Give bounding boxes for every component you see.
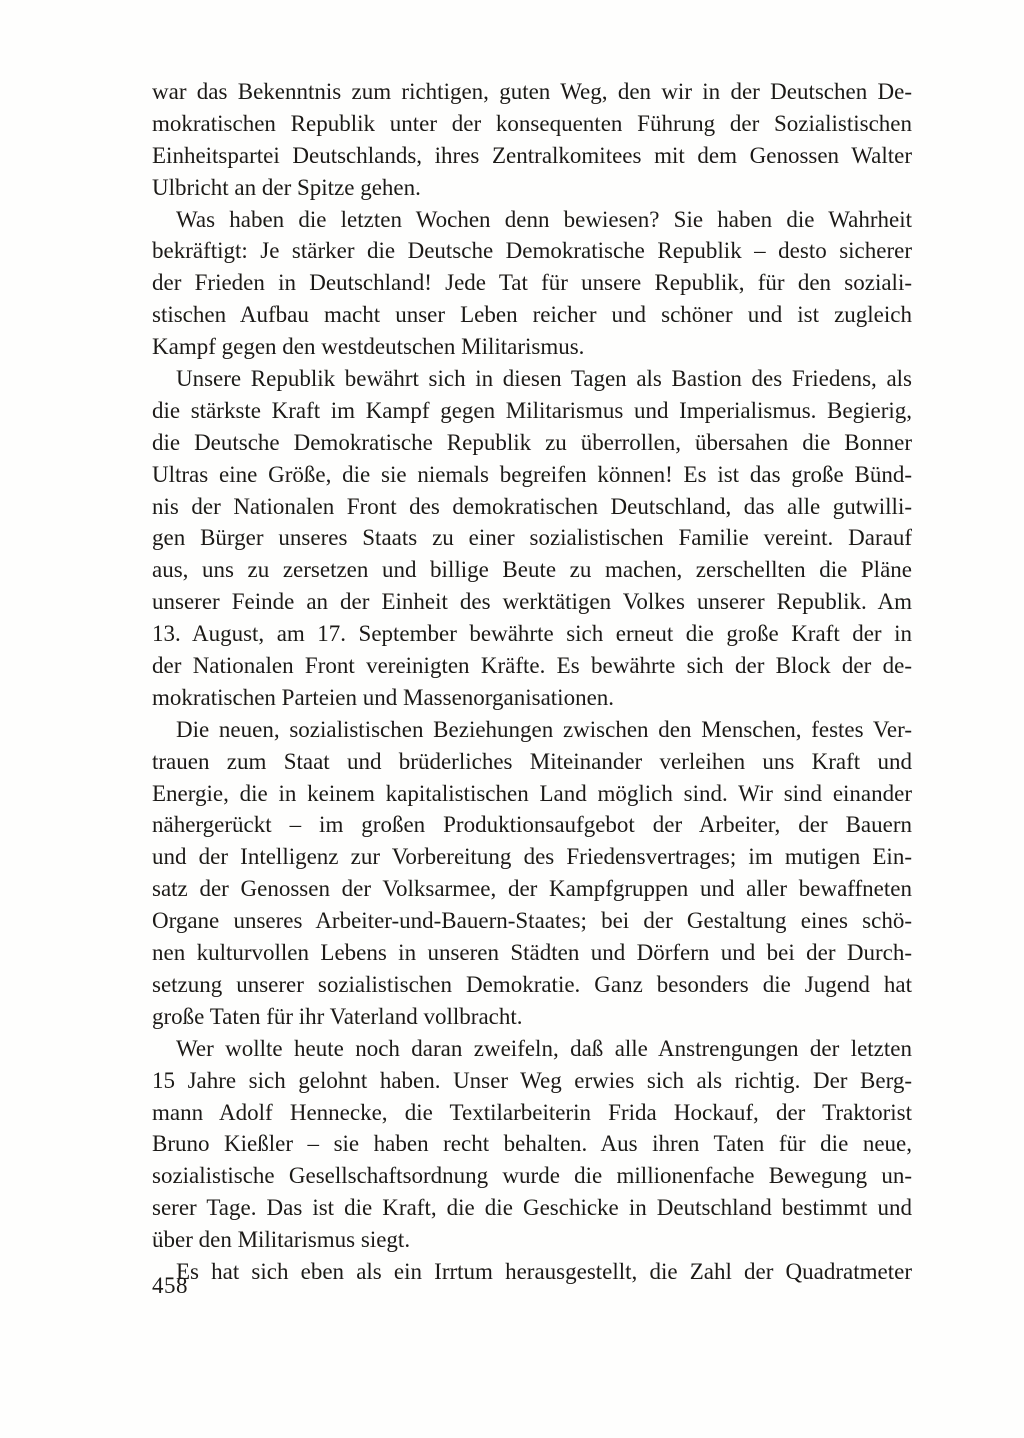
text-line: Die neuen, sozialistischen Beziehungen zwischen den Menschen, festes Ver- [176, 716, 912, 742]
text-line: 15 Jahre sich gelohnt haben. Unser Weg erwies sich als richtig. Der Berg- [152, 1067, 912, 1093]
text-line: unserer Feinde an der Einheit des werktätigen Volkes unserer Republik. Am [152, 589, 912, 615]
text-line: mokratischen Parteien und Massenorganisationen. [152, 684, 615, 710]
text-line: nis der Nationalen Front des demokratischen Deutschland, das alle gutwilli- [152, 493, 912, 519]
text-line: Es hat sich eben als ein Irrtum herausgestellt, die Zahl der Quadratmeter [176, 1258, 912, 1284]
text-line: satz der Genossen der Volksarmee, der Kampfgruppen und aller bewaffneten [152, 876, 912, 902]
text-line: Kampf gegen den westdeutschen Militarismus. [152, 334, 585, 360]
text-line: Organe unseres Arbeiter-und-Bauern-Staates; bei der Gestaltung eines schö- [152, 908, 912, 934]
text-line: nähergerückt – im großen Produktionsaufgebot der Arbeiter, der Bauern [152, 812, 912, 838]
text-line: und der Intelligenz zur Vorbereitung des Friedensvertrages; im mutigen Ein- [152, 844, 912, 870]
text-line: Einheitspartei Deutschlands, ihres Zentralkomitees mit dem Genossen Walter [152, 142, 912, 168]
text-line: serer Tage. Das ist die Kraft, die die Geschicke in Deutschland bestimmt und [152, 1195, 912, 1221]
text-line: Energie, die in keinem kapitalistischen Land möglich sind. Wir sind einander [152, 780, 912, 806]
text-line: Bruno Kießler – sie haben recht behalten. Aus ihren Taten für die neue, [152, 1131, 912, 1157]
text-line: aus, uns zu zersetzen und billige Beute zu machen, zerschellten die Pläne [152, 557, 912, 583]
text-line: Unsere Republik bewährt sich in diesen Tagen als Bastion des Friedens, als [176, 366, 912, 392]
text-line: über den Militarismus siegt. [152, 1227, 411, 1253]
text-line: sozialistische Gesellschaftsordnung wurde die millionenfache Bewegung un- [152, 1163, 912, 1189]
text-line: Wer wollte heute noch daran zweifeln, daß alle Anstrengungen der letzten [176, 1035, 912, 1061]
text-line: setzung unserer sozialistischen Demokratie. Ganz besonders die Jugend hat [152, 971, 912, 997]
text-line: stischen Aufbau macht unser Leben reicher und schöner und ist zugleich [152, 302, 912, 328]
text-line: der Nationalen Front vereinigten Kräfte. Es bewährte sich der Block der de- [152, 653, 912, 679]
text-line: war das Bekenntnis zum richtigen, guten Weg, den wir in der Deutschen De- [152, 79, 912, 104]
text-line: die Deutsche Demokratische Republik zu überrollen, übersahen die Bonner [152, 429, 912, 455]
text-line: mann Adolf Hennecke, die Textilarbeiterin Frida Hockauf, der Traktorist [152, 1099, 912, 1125]
text-line: bekräftigt: Je stärker die Deutsche Demokratische Republik – desto sicherer [152, 238, 912, 264]
body-text [152, 76, 912, 1288]
text-line: Was haben die letzten Wochen denn bewiesen? Sie haben die Wahrheit [176, 206, 912, 232]
text-line: die stärkste Kraft im Kampf gegen Militarismus und Imperialismus. Begierig, [152, 397, 912, 423]
text-line: 13. August, am 17. September bewährte sich erneut die große Kraft der in [152, 621, 912, 647]
text-line: gen Bürger unseres Staats zu einer sozialistischen Familie vereint. Darauf [152, 525, 912, 551]
text-line: der Frieden in Deutschland! Jede Tat für unsere Republik, für den soziali- [152, 270, 912, 296]
text-line: trauen zum Staat und brüderliches Miteinander verleihen uns Kraft und [152, 748, 912, 774]
page-number: 458 [152, 1273, 188, 1298]
text-line: Ulbricht an der Spitze gehen. [152, 174, 421, 200]
text-line: große Taten für ihr Vaterland vollbracht. [152, 1003, 523, 1029]
text-line: Ultras eine Größe, die sie niemals begreifen können! Es ist das große Bünd- [152, 461, 912, 487]
text-line: nen kulturvollen Lebens in unseren Städten und Dörfern und bei der Durch- [152, 940, 912, 966]
text-line: mokratischen Republik unter der konsequenten Führung der Sozialistischen [152, 110, 912, 136]
